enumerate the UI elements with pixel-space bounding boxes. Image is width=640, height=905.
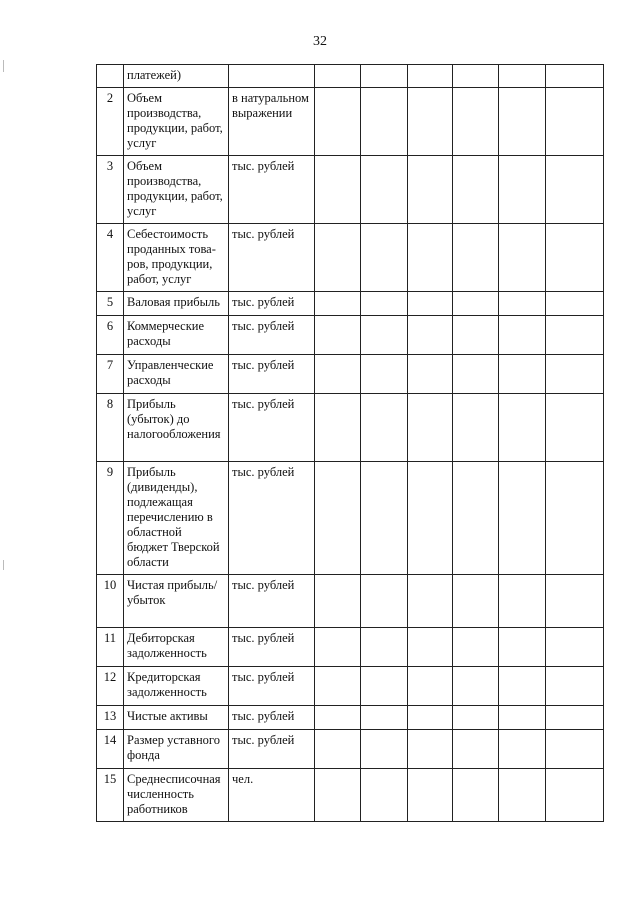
value-cell [499,667,546,706]
value-cell [499,462,546,575]
value-cell [453,628,499,667]
value-cell [315,65,361,88]
value-cell [453,88,499,156]
table-row [97,769,604,822]
value-cell [408,628,453,667]
value-cell [499,156,546,224]
indicator-name-cell: Чистая прибыль/ убыток [124,575,229,628]
value-cell [499,316,546,355]
value-cell [453,316,499,355]
value-cell [361,394,408,462]
unit-cell: тыс. рублей [229,706,315,730]
table-row [97,224,604,292]
unit-cell: тыс. рублей [229,292,315,316]
value-cell [361,575,408,628]
value-cell [546,667,604,706]
value-cell [546,224,604,292]
scan-artifact [3,560,4,570]
table-row [97,65,604,88]
unit-cell: тыс. рублей [229,224,315,292]
value-cell [315,575,361,628]
value-cell [499,292,546,316]
value-cell [408,316,453,355]
value-cell [546,575,604,628]
value-cell [361,769,408,822]
indicator-name-cell: Прибыль (убыток) до налогообложения [124,394,229,462]
row-number-cell: 2 [97,88,124,156]
table-row [97,730,604,769]
value-cell [408,156,453,224]
indicator-name-cell: Прибыль (дивиденды), подлежащая перечислению в областной бюджет Тверской области [124,462,229,575]
row-number-cell [97,65,124,88]
indicator-name-cell: платежей) [124,65,229,88]
value-cell [361,156,408,224]
unit-cell: чел. [229,769,315,822]
value-cell [546,292,604,316]
row-number-cell: 10 [97,575,124,628]
value-cell [453,355,499,394]
value-cell [315,88,361,156]
indicator-name-cell: Объем производства, продукции, работ, услуг [124,156,229,224]
value-cell [408,65,453,88]
page-number: 32 [313,34,327,49]
table-row [97,156,604,224]
table-row [97,88,604,156]
value-cell [453,292,499,316]
unit-cell: тыс. рублей [229,628,315,667]
value-cell [361,462,408,575]
value-cell [408,292,453,316]
value-cell [361,224,408,292]
row-number-cell: 5 [97,292,124,316]
value-cell [361,316,408,355]
value-cell [453,730,499,769]
value-cell [408,667,453,706]
unit-cell: в натуральном выражении [229,88,315,156]
table-row [97,575,604,628]
value-cell [315,769,361,822]
value-cell [408,224,453,292]
row-number-cell: 14 [97,730,124,769]
table-row [97,706,604,730]
value-cell [408,706,453,730]
value-cell [499,628,546,667]
value-cell [499,575,546,628]
value-cell [499,88,546,156]
indicator-name-cell: Коммерческие расходы [124,316,229,355]
indicator-name-cell: Себестоимость проданных това-ров, продукции, работ, услуг [124,224,229,292]
table-row [97,628,604,667]
value-cell [453,462,499,575]
table-row [97,316,604,355]
indicator-name-cell: Объем производства, продукции, работ, услуг [124,88,229,156]
unit-cell: тыс. рублей [229,575,315,628]
indicator-name-cell: Управленческие расходы [124,355,229,394]
value-cell [546,730,604,769]
value-cell [315,156,361,224]
value-cell [408,730,453,769]
row-number-cell: 8 [97,394,124,462]
value-cell [546,88,604,156]
value-cell [361,628,408,667]
unit-cell [229,65,315,88]
table-row [97,667,604,706]
row-number-cell: 11 [97,628,124,667]
value-cell [315,730,361,769]
value-cell [408,88,453,156]
value-cell [453,706,499,730]
value-cell [361,355,408,394]
value-cell [453,394,499,462]
value-cell [499,769,546,822]
unit-cell: тыс. рублей [229,394,315,462]
value-cell [361,292,408,316]
value-cell [315,628,361,667]
unit-cell: тыс. рублей [229,667,315,706]
table-row [97,355,604,394]
value-cell [453,224,499,292]
value-cell [546,628,604,667]
table-row [97,462,604,575]
value-cell [315,394,361,462]
indicator-name-cell: Валовая прибыль [124,292,229,316]
value-cell [361,667,408,706]
value-cell [546,706,604,730]
value-cell [315,355,361,394]
value-cell [315,462,361,575]
value-cell [546,769,604,822]
value-cell [499,224,546,292]
value-cell [546,65,604,88]
value-cell [361,730,408,769]
value-cell [546,394,604,462]
value-cell [499,65,546,88]
indicator-name-cell: Кредиторская задолженность [124,667,229,706]
unit-cell: тыс. рублей [229,156,315,224]
value-cell [453,156,499,224]
value-cell [546,462,604,575]
value-cell [408,769,453,822]
value-cell [408,355,453,394]
value-cell [315,292,361,316]
row-number-cell: 15 [97,769,124,822]
value-cell [546,355,604,394]
value-cell [408,575,453,628]
unit-cell: тыс. рублей [229,730,315,769]
row-number-cell: 12 [97,667,124,706]
row-number-cell: 6 [97,316,124,355]
value-cell [546,156,604,224]
report-table-body [97,65,604,822]
unit-cell: тыс. рублей [229,355,315,394]
indicator-name-cell: Среднесписочная численность работников [124,769,229,822]
value-cell [499,394,546,462]
value-cell [453,575,499,628]
unit-cell: тыс. рублей [229,462,315,575]
unit-cell: тыс. рублей [229,316,315,355]
indicator-name-cell: Дебиторская задолженность [124,628,229,667]
value-cell [315,667,361,706]
value-cell [453,769,499,822]
value-cell [315,224,361,292]
value-cell [499,355,546,394]
report-table [96,64,604,822]
value-cell [408,462,453,575]
indicator-name-cell: Чистые активы [124,706,229,730]
indicator-name-cell: Размер уставного фонда [124,730,229,769]
value-cell [361,706,408,730]
row-number-cell: 3 [97,156,124,224]
row-number-cell: 4 [97,224,124,292]
value-cell [546,316,604,355]
value-cell [453,65,499,88]
value-cell [361,88,408,156]
table-row [97,292,604,316]
value-cell [315,316,361,355]
row-number-cell: 7 [97,355,124,394]
row-number-cell: 13 [97,706,124,730]
table-row [97,394,604,462]
value-cell [408,394,453,462]
value-cell [315,706,361,730]
value-cell [499,730,546,769]
value-cell [499,706,546,730]
row-number-cell: 9 [97,462,124,575]
value-cell [361,65,408,88]
scan-artifact [3,60,4,72]
value-cell [453,667,499,706]
